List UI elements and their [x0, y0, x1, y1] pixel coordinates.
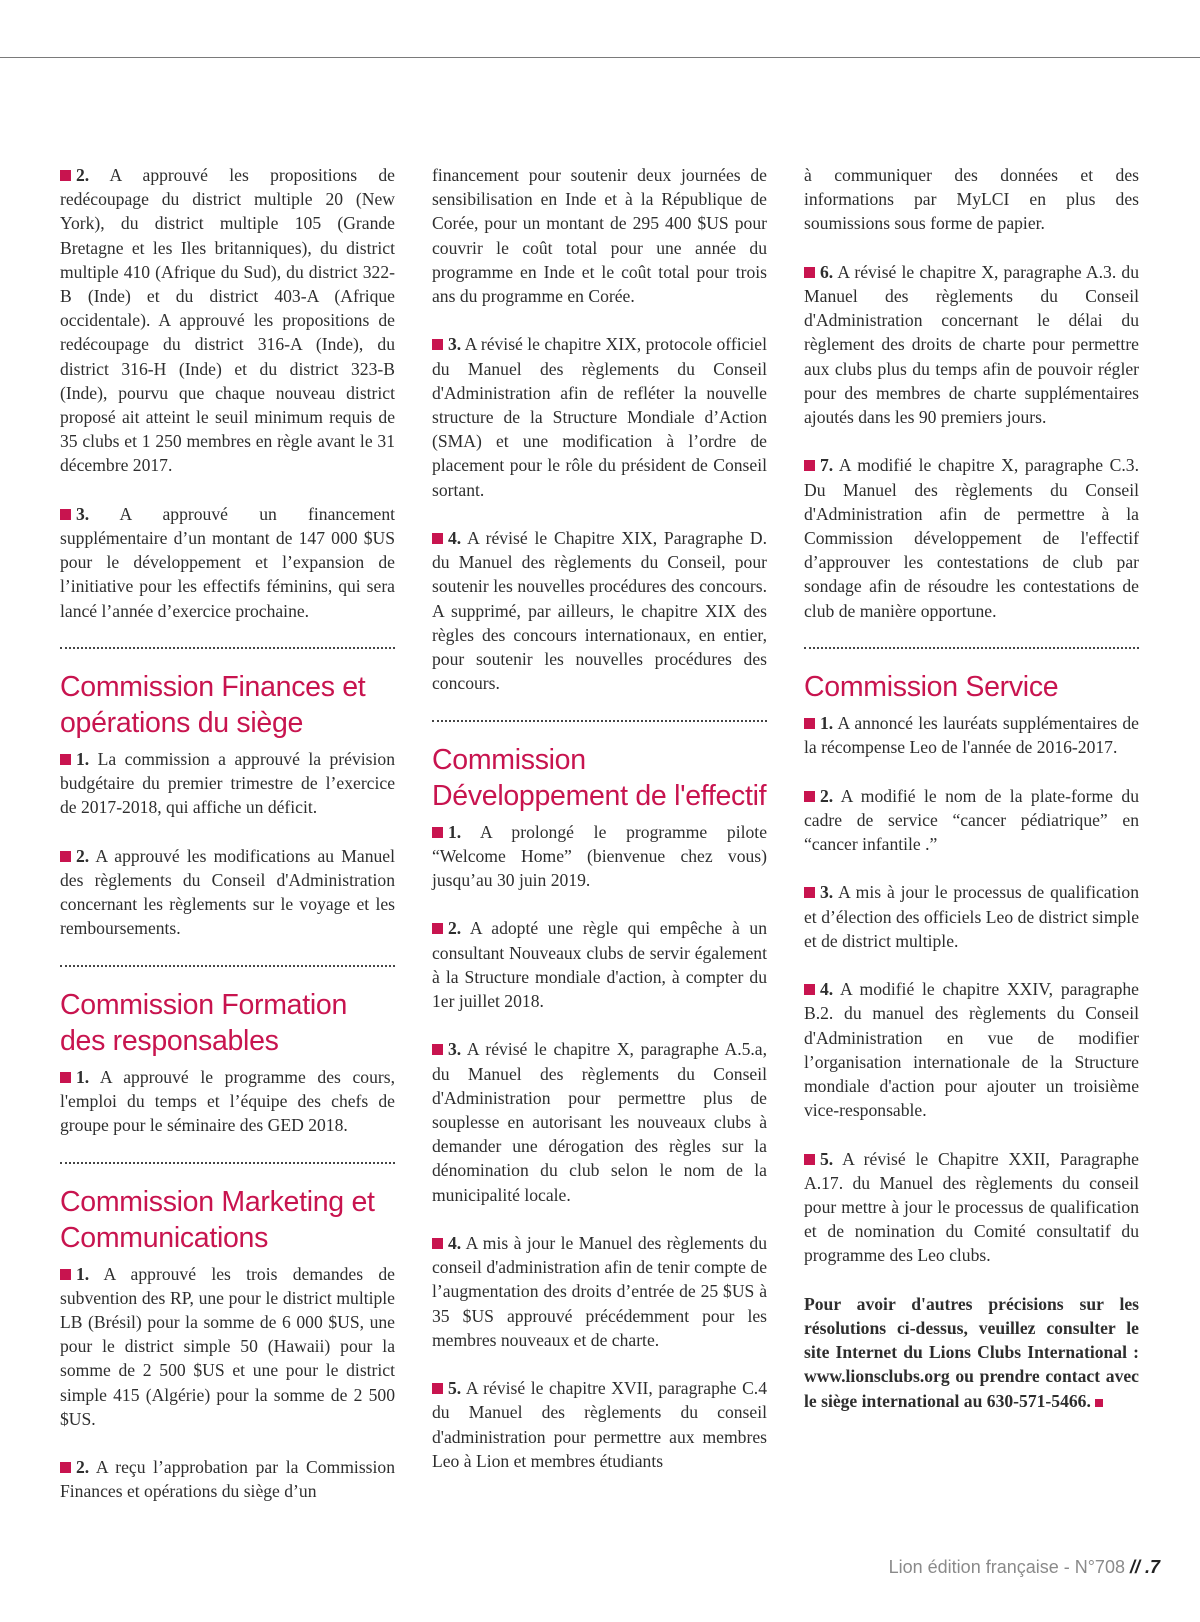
resolution-item: [60, 747, 395, 820]
resolution-item: [60, 163, 395, 478]
bullet-square-icon: [432, 339, 443, 350]
column-3: [804, 163, 1139, 1413]
dotted-divider: [804, 647, 1139, 649]
resolution-item: [60, 1455, 395, 1503]
item-number: 5.: [820, 1148, 834, 1169]
item-text: A approuvé un financement supplémentaire d’un montant de 147 000 $US pour le développement et l’expansion de l’initiative pour les effectifs féminins, qui sera lancé l’année d’exercice prochaine.: [60, 503, 395, 621]
item-text: A modifié le nom de la plate-forme du cadre de service “cancer pédiatrique” en “cancer infantile .”: [804, 785, 1139, 855]
column-2: [432, 163, 767, 1473]
item-number: 2.: [820, 785, 834, 806]
bullet-square-icon: [804, 791, 815, 802]
bullet-square-icon: [804, 984, 815, 995]
item-text: A prolongé le programme pilote “Welcome Home” (bienvenue chez vous) jusqu’au 30 juin 2019.: [432, 821, 767, 891]
resolution-item: [60, 502, 395, 623]
item-text: A modifié le chapitre X, paragraphe C.3. Du Manuel des règlements du Conseil d'Administration afin de permettre à la Commission développement de l'effectif d’approuver les contestations de club par sondage afin de résoudre les contestations de club de manière opportune.: [804, 455, 1139, 621]
bullet-square-icon: [60, 1072, 71, 1083]
bullet-square-icon: [804, 460, 815, 471]
bullet-square-icon: [804, 887, 815, 898]
item-number: 7.: [820, 455, 834, 476]
resolution-item: [804, 260, 1139, 429]
item-number: 2.: [76, 165, 90, 185]
dotted-divider: [432, 720, 767, 722]
section-heading-finances: Commission Finances et opérations du siège: [60, 671, 366, 740]
bullet-square-icon: [432, 827, 443, 838]
item-text: A approuvé le programme des cours, l'emploi du temps et l’équipe des chefs de groupe pour le séminaire des GED 2018.: [60, 1066, 395, 1136]
page-footer: [889, 1557, 1160, 1578]
item-number: 4.: [820, 979, 834, 1000]
item-number: 3.: [76, 503, 90, 524]
item-number: 1.: [76, 1263, 90, 1284]
item-number: 3.: [448, 1039, 462, 1060]
section-heading-effectif: Commission Développement de l'effectif: [432, 743, 767, 812]
bullet-square-icon: [804, 718, 815, 729]
item-number: 2.: [76, 845, 90, 866]
top-rule: [0, 57, 1200, 58]
item-number: 1.: [820, 713, 834, 734]
resolution-item: [804, 880, 1139, 953]
section-heading-service: Commission Service: [804, 671, 1059, 704]
item-number: 4.: [448, 1233, 462, 1254]
section-heading-marketing: Commission Marketing et Communications: [60, 1185, 375, 1254]
bullet-square-icon: [60, 1269, 71, 1280]
bullet-square-icon: [60, 1462, 71, 1473]
resolution-item: [804, 711, 1139, 759]
item-text: A mis à jour le Manuel des règlements du conseil d'administration afin de tenir compte de l’augmentation des droits d’entrée de 25 $US à 35 $US approuvé précédemment pour les membres nouveaux et de charte.: [432, 1233, 767, 1350]
continued-text: à communiquer des données et des informations par MyLCI en plus des soumissions sous forme de papier.: [804, 165, 1139, 234]
item-text: A adopté une règle qui empêche à un consultant Nouveaux clubs de servir également à la Structure mondiale d'action, à compter du 1er juillet 2018.: [432, 918, 767, 1012]
closing-note-text: Pour avoir d'autres précisions sur les résolutions ci-dessus, veuillez consulter le site Internet du Lions Clubs International : www.lionsclubs.org ou prendre contact avec le siège international au 630-571-5466.: [804, 1293, 1139, 1411]
bullet-square-icon: [432, 533, 443, 544]
bullet-square-icon: [60, 170, 71, 181]
resolution-item: [432, 820, 767, 893]
resolution-item: [804, 977, 1139, 1122]
publication-label: Lion édition française - N°708: [888, 1557, 1125, 1577]
item-text: A révisé le Chapitre XIX, Paragraphe D. du Manuel des règlements du Conseil, pour soutenir les nouvelles procédures des concours. A supprimé, par ailleurs, le chapitre XIX des règles des concours internationaux, en entier, pour soutenir les nouvelles procédures des concours.: [432, 528, 767, 694]
item-text: A approuvé les propositions de redécoupage du district multiple 20 (New York), du district multiple 105 (Grande Bretagne et les Iles britanniques), du district multiple 410 (Afrique du Sud), du district 322-B (Inde) et du district 403-A (Afrique occidentale). A approuvé les propositions de redécoupage du district 316-A (Inde), du district 316-H (Inde) et du district 323-B (Inde), pourvu que chaque nouveau district proposé ait atteint le seuil minimum requis de 35 clubs et 1 250 membres en règle avant le 31 décembre 2017.: [60, 165, 395, 476]
section-heading-formation: Commission Formation des responsables: [60, 988, 347, 1057]
item-number: 3.: [820, 882, 834, 903]
item-number: 4.: [448, 528, 462, 549]
bullet-square-icon: [432, 923, 443, 934]
item-number: 1.: [76, 749, 90, 770]
item-number: 5.: [448, 1378, 462, 1399]
resolution-item: [432, 1376, 767, 1473]
bullet-square-icon: [60, 754, 71, 765]
item-text: A annoncé les lauréats supplémentaires de la récompense Leo de l'année de 2016-2017.: [804, 713, 1139, 758]
closing-note: [804, 1292, 1139, 1413]
item-text: A révisé le chapitre X, paragraphe A.3. du Manuel des règlements du Conseil d'Administration concernant le délai du règlement des droits de charte pour permettre aux clubs plus du temps afin de pouvoir régler pour des membres de charte supplémentaires ajoutés dans les 90 premiers jours.: [804, 261, 1139, 428]
resolution-item: [432, 1231, 767, 1352]
item-text: A révisé le chapitre X, paragraphe A.5.a, du Manuel des règlements du Conseil d'Administration pour permettre plus de souplesse en autorisant les nouveaux clubs à demander une dérogation des règles sur la dénomination du club selon le nom de la municipalité locale.: [432, 1039, 767, 1205]
resolution-item: [432, 332, 767, 501]
item-text: A révisé le chapitre XVII, paragraphe C.4 du Manuel des règlements du conseil d'administration pour permettre aux membres Leo à Lion et membres étudiants: [432, 1378, 767, 1471]
item-text: A mis à jour le processus de qualification et d’élection des officiels Leo de district simple et de district multiple.: [804, 882, 1139, 951]
item-number: 2.: [448, 918, 462, 939]
item-number: 1.: [76, 1066, 90, 1087]
dotted-divider: [60, 965, 395, 967]
column-1: [60, 163, 395, 1504]
continued-text: financement pour soutenir deux journées de sensibilisation en Inde et à la République de Corée, pour un montant de 295 400 $US pour couvrir le coût total pour une année du programme en Inde et le coût total pour trois ans du programme en Corée.: [432, 165, 767, 307]
resolution-item: [60, 1262, 395, 1431]
item-text: A approuvé les modifications au Manuel des règlements du Conseil d'Administration concernant les règlements sur le voyage et les remboursements.: [60, 845, 395, 939]
item-text: La commission a approuvé la prévision budgétaire du premier trimestre de l’exercice de 2017-2018, qui affiche un déficit.: [60, 749, 395, 818]
resolution-item: [804, 784, 1139, 857]
resolution-item: [60, 844, 395, 941]
item-number: 1.: [448, 821, 462, 842]
item-text: A reçu l’approbation par la Commission Finances et opérations du siège d’un: [60, 1457, 395, 1502]
bullet-square-icon: [432, 1044, 443, 1055]
end-square-icon: [1095, 1399, 1103, 1407]
resolution-item: [432, 1037, 767, 1206]
resolution-item: [432, 526, 767, 695]
bullet-square-icon: [432, 1383, 443, 1394]
item-text: A approuvé les trois demandes de subvention des RP, une pour le district multiple LB (Brésil) pour la somme de 6 000 $US, une pour le district simple 50 (Hawaii) pour la somme de 2 500 $US et une pour le district simple 415 (Algérie) pour la somme de 2 500 $US.: [60, 1263, 395, 1429]
resolution-item: [60, 1065, 395, 1138]
item-number: 3.: [448, 334, 462, 355]
dotted-divider: [60, 1162, 395, 1164]
bullet-square-icon: [804, 267, 815, 278]
bullet-square-icon: [60, 509, 71, 520]
bullet-square-icon: [432, 1238, 443, 1249]
item-text: A modifié le chapitre XXIV, paragraphe B.2. du manuel des règlements du Conseil d'Administration en vue de modifier l’organisation internationale de la Structure mondiale d'action pour ajouter un troisième vice-responsable.: [804, 979, 1139, 1121]
dotted-divider: [60, 647, 395, 649]
page-number: // .7: [1129, 1557, 1160, 1577]
item-text: A révisé le Chapitre XXII, Paragraphe A.17. du Manuel des règlements du conseil pour mettre à jour le processus de qualification et de nomination du Comité consultatif du programme des Leo clubs.: [804, 1148, 1139, 1266]
resolution-item: [432, 916, 767, 1013]
bullet-square-icon: [60, 851, 71, 862]
bullet-square-icon: [804, 1154, 815, 1165]
resolution-item: [804, 1147, 1139, 1268]
resolution-item: [804, 453, 1139, 622]
item-number: 2.: [76, 1457, 90, 1478]
item-text: A révisé le chapitre XIX, protocole officiel du Manuel des règlements du Conseil d'Administration afin de refléter la nouvelle structure de la Structure Mondiale d’Action (SMA) et une modification à l’ordre de placement pour le rôle du président de Conseil sortant.: [432, 334, 767, 500]
item-number: 6.: [820, 261, 834, 282]
